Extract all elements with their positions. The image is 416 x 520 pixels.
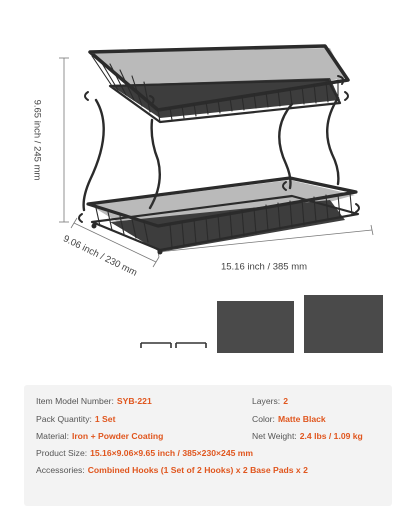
spec-weight-label: Net Weight: <box>252 431 297 441</box>
spec-layers-value: 2 <box>283 396 288 406</box>
spec-model <box>36 396 152 406</box>
combined-hooks <box>141 343 206 348</box>
spec-model-label: Item Model Number: <box>36 396 114 406</box>
depth-dimension-label: 9.06 inch / 230 mm <box>61 233 139 279</box>
spec-accessories-label: Accessories: <box>36 465 85 475</box>
spec-color-label: Color: <box>252 414 275 424</box>
spec-color-value: Matte Black <box>277 414 326 424</box>
top-basket <box>85 46 348 122</box>
spec-color <box>252 414 326 424</box>
spec-weight <box>252 431 363 441</box>
spec-size <box>36 448 253 458</box>
specifications-panel <box>24 385 392 506</box>
rack <box>79 46 359 254</box>
base-pad-left <box>217 301 294 353</box>
spec-accessories <box>36 465 308 475</box>
height-dimension-label: 9.65 inch / 245 mm <box>31 99 43 181</box>
spec-material <box>36 431 163 441</box>
spec-model-value: SYB-221 <box>116 396 152 406</box>
spec-material-label: Material: <box>36 431 69 441</box>
width-dimension-label: 15.16 inch / 385 mm <box>220 261 308 273</box>
spec-pack-label: Pack Quantity: <box>36 414 92 424</box>
spec-layers-label: Layers: <box>252 396 281 406</box>
spec-size-value: 15.16×9.06×9.65 inch / 385×230×245 mm <box>90 448 254 458</box>
spec-material-value: Iron + Powder Coating <box>71 431 164 441</box>
height-dimension-line <box>59 58 69 222</box>
spec-size-label: Product Size: <box>36 448 88 458</box>
base-pad-right <box>304 295 383 353</box>
spec-accessories-value: Combined Hooks (1 Set of 2 Hooks) x 2 Base Pads x 2 <box>87 465 308 475</box>
spec-pack-value: 1 Set <box>94 414 116 424</box>
spec-weight-value: 2.4 lbs / 1.09 kg <box>299 431 363 441</box>
spec-layers <box>252 396 288 406</box>
spec-pack <box>36 414 115 424</box>
bottom-basket <box>79 178 359 254</box>
